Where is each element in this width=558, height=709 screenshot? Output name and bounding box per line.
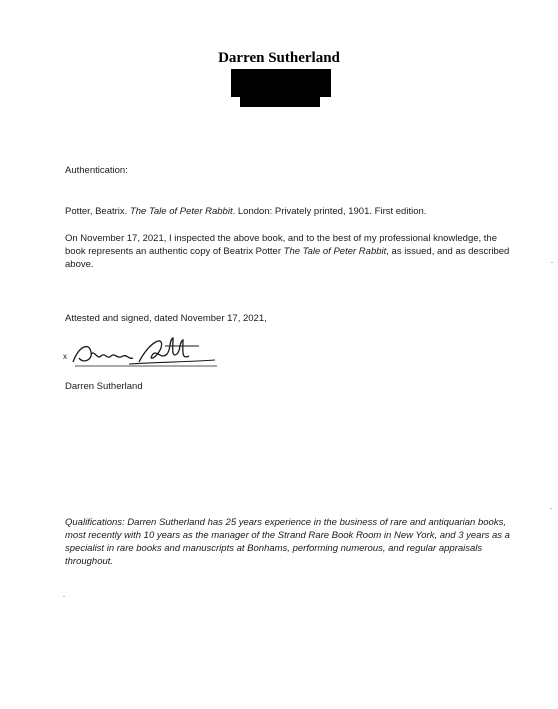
attestation-line: Attested and signed, dated November 17, 2021, [65, 313, 267, 324]
statement-text: On November 17, 2021, I inspected the above book, and to the best of my professional knowledge, the book represents an authentic copy of Beatrix Potter [65, 233, 497, 257]
qualifications-paragraph: Qualifications: Darren Sutherland has 25 years experience in the business of rare and antiquarian books, most recently with 10 years as the manager of the Strand Rare Book Room in New York, and 3 years as a specialist in rare books and manuscripts at Bonhams, performing numerous, and regular appraisals throughout. [65, 517, 510, 567]
authentication-heading: Authentication: [65, 165, 128, 176]
document-title: Darren Sutherland [218, 50, 340, 66]
citation-title: The Tale of Peter Rabbit [129, 206, 233, 217]
signature [63, 332, 213, 372]
statement-text-end: , as issued, and as described above. [65, 246, 510, 270]
signature-scribble [69, 332, 219, 372]
authentication-statement [65, 232, 510, 271]
citation-author: Potter, Beatrix. [65, 206, 130, 217]
statement-book-title: The Tale of Peter Rabbit [283, 246, 387, 257]
scan-speck [551, 262, 553, 263]
citation-details: . London: Privately printed, 1901. First edition. [232, 206, 427, 217]
scan-speck [550, 508, 552, 509]
scan-speck [63, 596, 65, 597]
signer-name: Darren Sutherland [65, 381, 143, 392]
redaction-block [240, 89, 320, 107]
book-citation [65, 205, 510, 218]
signature-x-mark: x [63, 352, 67, 361]
